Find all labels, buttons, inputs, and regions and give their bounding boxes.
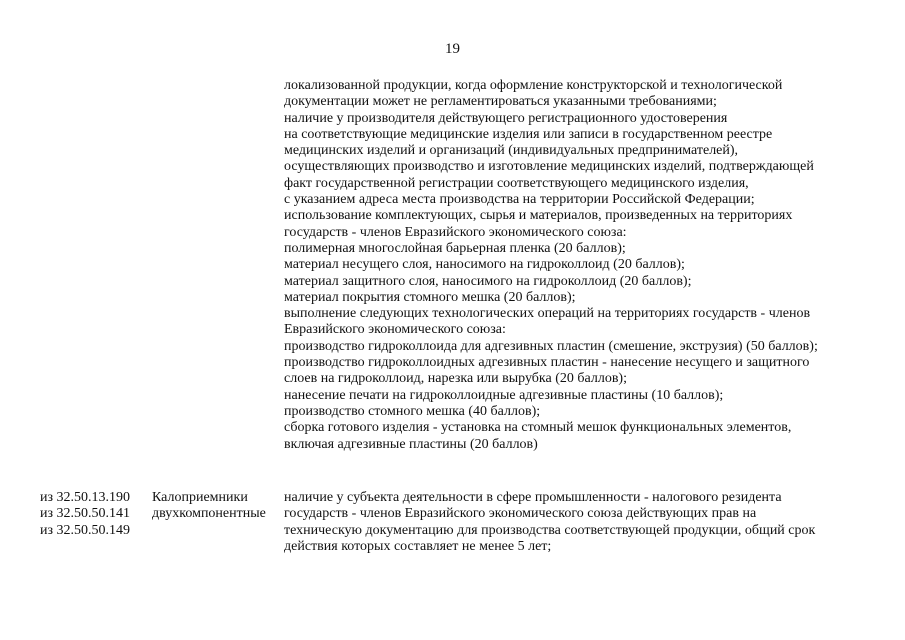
criteria-cell xyxy=(284,490,894,555)
text-line: на соответствующие медицинские изделия или записи в государственном реестре xyxy=(284,126,773,142)
criteria-line: наличие у субъекта деятельности в сфере промышленности - налогового резидента xyxy=(284,490,782,505)
okpd-codes-cell xyxy=(40,490,150,539)
page-number: 19 xyxy=(445,41,460,57)
text-line: факт государственной регистрации соответствующего медицинского изделия, xyxy=(284,175,749,191)
okpd-code: из 32.50.50.149 xyxy=(40,522,131,538)
text-line: государств - членов Евразийского экономического союза: xyxy=(284,224,627,240)
criteria-line: государств - членов Евразийского экономического союза действующих прав на xyxy=(284,506,757,522)
continuation-text-block xyxy=(284,78,894,453)
text-line: с указанием адреса места производства на территории Российской Федерации; xyxy=(284,192,755,208)
text-line: материал несущего слоя, наносимого на гидроколлоид (20 баллов); xyxy=(284,257,685,273)
criteria-line: действия которых составляет не менее 5 лет; xyxy=(284,538,552,554)
text-line: производство гидроколлоида для адгезивных пластин (смешение, экструзия) (50 баллов); xyxy=(284,338,818,354)
text-line: выполнение следующих технологических операций на территориях государств - членов xyxy=(284,306,811,322)
text-line: сборка готового изделия - установка на стомный мешок функциональных элементов, xyxy=(284,420,792,436)
okpd-code: из 32.50.13.190 xyxy=(40,490,131,505)
okpd-code: из 32.50.50.141 xyxy=(40,506,131,522)
text-line: медицинских изделий и организаций (индивидуальных предпринимателей), xyxy=(284,143,739,159)
text-line: слоев на гидроколлоид, нарезка или вырубка (20 баллов); xyxy=(284,371,627,387)
product-name-cell xyxy=(152,490,282,523)
text-line: полимерная многослойная барьерная пленка (20 баллов); xyxy=(284,240,626,256)
text-line: включая адгезивные пластины (20 баллов) xyxy=(284,436,538,452)
text-line: материал защитного слоя, наносимого на гидроколлоид (20 баллов); xyxy=(284,273,692,289)
text-line: использование комплектующих, сырья и материалов, произведенных на территориях xyxy=(284,208,793,224)
product-name-line: Калоприемники xyxy=(152,490,248,505)
text-line: наличие у производителя действующего регистрационного удостоверения xyxy=(284,110,728,126)
text-line: нанесение печати на гидроколлоидные адгезивные пластины (10 баллов); xyxy=(284,387,724,403)
text-line: производство гидроколлоидных адгезивных пластин - нанесение несущего и защитного xyxy=(284,355,810,371)
text-line: осуществляющих производство и изготовление медицинских изделий, подтверждающей xyxy=(284,159,814,175)
text-line: материал покрытия стомного мешка (20 баллов); xyxy=(284,289,576,305)
criteria-line: техническую документацию для производства соответствующей продукции, общий срок xyxy=(284,522,816,538)
product-name-line: двухкомпонентные xyxy=(152,506,266,522)
text-line: документации может не регламентироваться указанными требованиями; xyxy=(284,94,717,110)
text-line: локализованной продукции, когда оформление конструкторской и технологической xyxy=(284,78,783,93)
text-line: производство стомного мешка (40 баллов); xyxy=(284,403,541,419)
text-line: Евразийского экономического союза: xyxy=(284,322,506,338)
